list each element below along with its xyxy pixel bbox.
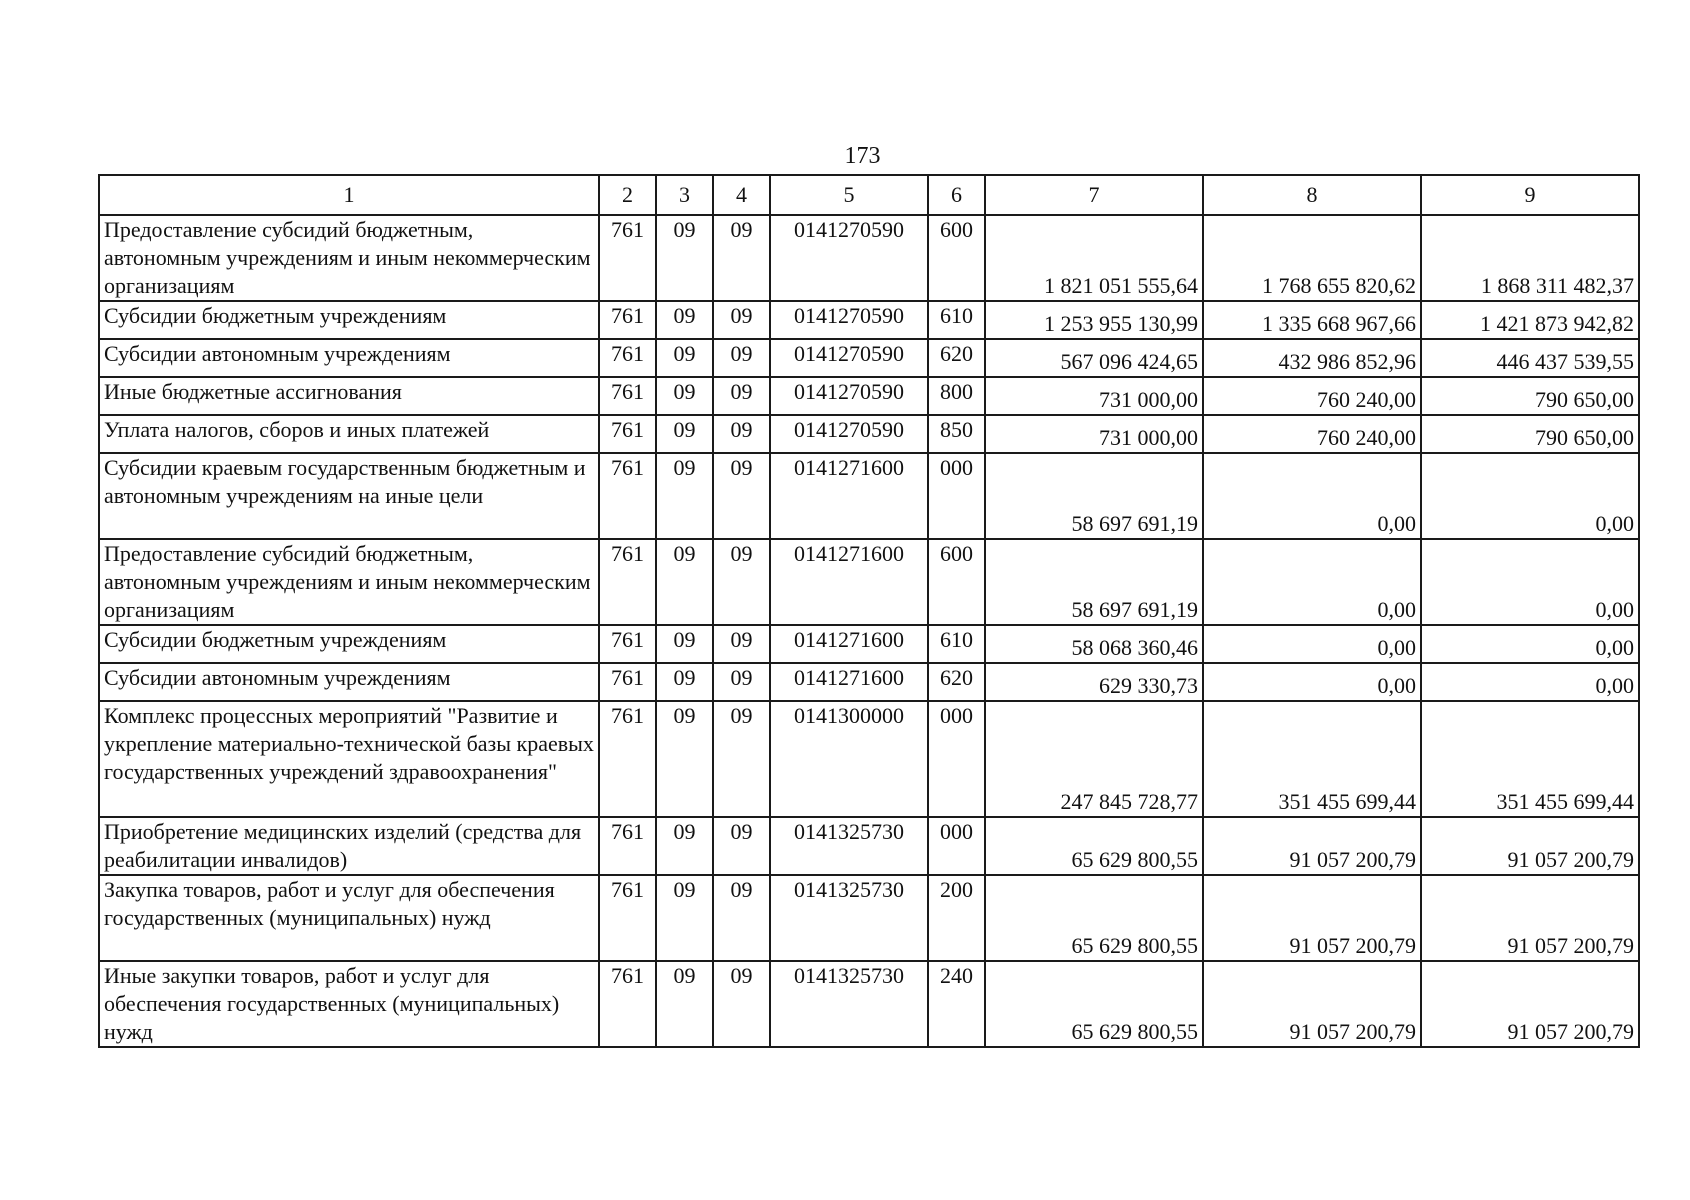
section-code: 09 [656, 377, 713, 415]
expense-type-code: 850 [928, 415, 985, 453]
amount-col8: 91 057 200,79 [1203, 961, 1421, 1047]
amount-col7: 58 697 691,19 [985, 539, 1203, 625]
target-article-code: 0141270590 [770, 377, 928, 415]
section-code: 09 [656, 817, 713, 875]
expense-type-code: 610 [928, 625, 985, 663]
column-header: 8 [1203, 175, 1421, 215]
amount-col8: 351 455 699,44 [1203, 701, 1421, 817]
row-name: Предоставление субсидий бюджетным, автономным учреждениям и иным некоммерческим организациям [99, 539, 599, 625]
column-header: 4 [713, 175, 770, 215]
section-code: 09 [656, 215, 713, 301]
subsection-code: 09 [713, 453, 770, 539]
amount-col7: 58 697 691,19 [985, 453, 1203, 539]
subsection-code: 09 [713, 663, 770, 701]
target-article-code: 0141270590 [770, 415, 928, 453]
table-row [99, 415, 1639, 453]
table-row [99, 961, 1639, 1047]
ministry-code: 761 [599, 301, 656, 339]
column-header: 5 [770, 175, 928, 215]
amount-col8: 0,00 [1203, 625, 1421, 663]
target-article-code: 0141325730 [770, 817, 928, 875]
table-row [99, 701, 1639, 817]
row-name: Приобретение медицинских изделий (средства для реабилитации инвалидов) [99, 817, 599, 875]
amount-col9: 1 421 873 942,82 [1421, 301, 1639, 339]
target-article-code: 0141270590 [770, 339, 928, 377]
amount-col7: 65 629 800,55 [985, 817, 1203, 875]
amount-col9: 1 868 311 482,37 [1421, 215, 1639, 301]
column-header: 6 [928, 175, 985, 215]
target-article-code: 0141271600 [770, 453, 928, 539]
section-code: 09 [656, 701, 713, 817]
expense-type-code: 600 [928, 215, 985, 301]
subsection-code: 09 [713, 301, 770, 339]
budget-table [98, 174, 1640, 1048]
row-name: Уплата налогов, сборов и иных платежей [99, 415, 599, 453]
ministry-code: 761 [599, 453, 656, 539]
amount-col8: 1 335 668 967,66 [1203, 301, 1421, 339]
amount-col9: 91 057 200,79 [1421, 875, 1639, 961]
amount-col7: 731 000,00 [985, 377, 1203, 415]
section-code: 09 [656, 663, 713, 701]
amount-col8: 91 057 200,79 [1203, 875, 1421, 961]
amount-col7: 247 845 728,77 [985, 701, 1203, 817]
table-row [99, 663, 1639, 701]
section-code: 09 [656, 453, 713, 539]
amount-col7: 65 629 800,55 [985, 875, 1203, 961]
subsection-code: 09 [713, 817, 770, 875]
table-row [99, 625, 1639, 663]
expense-type-code: 000 [928, 817, 985, 875]
row-name: Иные бюджетные ассигнования [99, 377, 599, 415]
amount-col7: 1 253 955 130,99 [985, 301, 1203, 339]
table-row [99, 817, 1639, 875]
row-name: Закупка товаров, работ и услуг для обеспечения государственных (муниципальных) нужд [99, 875, 599, 961]
amount-col8: 0,00 [1203, 453, 1421, 539]
amount-col8: 0,00 [1203, 539, 1421, 625]
target-article-code: 0141325730 [770, 875, 928, 961]
table-row [99, 215, 1639, 301]
expense-type-code: 000 [928, 453, 985, 539]
section-code: 09 [656, 625, 713, 663]
target-article-code: 0141271600 [770, 625, 928, 663]
expense-type-code: 620 [928, 663, 985, 701]
page-number: 173 [844, 143, 881, 169]
amount-col8: 0,00 [1203, 663, 1421, 701]
row-name: Комплекс процессных мероприятий "Развитие и укрепление материально-технической базы краевых государственных учреждений здравоохранения" [99, 701, 599, 817]
target-article-code: 0141271600 [770, 663, 928, 701]
column-header: 9 [1421, 175, 1639, 215]
amount-col7: 65 629 800,55 [985, 961, 1203, 1047]
section-code: 09 [656, 301, 713, 339]
subsection-code: 09 [713, 625, 770, 663]
ministry-code: 761 [599, 539, 656, 625]
row-name: Иные закупки товаров, работ и услуг для обеспечения государственных (муниципальных) нужд [99, 961, 599, 1047]
target-article-code: 0141325730 [770, 961, 928, 1047]
column-header: 3 [656, 175, 713, 215]
header-row [99, 175, 1639, 215]
row-name: Предоставление субсидий бюджетным, автономным учреждениям и иным некоммерческим организациям [99, 215, 599, 301]
table-row [99, 453, 1639, 539]
amount-col9: 446 437 539,55 [1421, 339, 1639, 377]
expense-type-code: 240 [928, 961, 985, 1047]
table-row [99, 301, 1639, 339]
subsection-code: 09 [713, 539, 770, 625]
ministry-code: 761 [599, 339, 656, 377]
table-row [99, 377, 1639, 415]
ministry-code: 761 [599, 377, 656, 415]
section-code: 09 [656, 539, 713, 625]
amount-col8: 91 057 200,79 [1203, 817, 1421, 875]
subsection-code: 09 [713, 961, 770, 1047]
amount-col9: 0,00 [1421, 453, 1639, 539]
section-code: 09 [656, 961, 713, 1047]
ministry-code: 761 [599, 875, 656, 961]
subsection-code: 09 [713, 215, 770, 301]
column-header: 7 [985, 175, 1203, 215]
subsection-code: 09 [713, 339, 770, 377]
row-name: Субсидии бюджетным учреждениям [99, 625, 599, 663]
amount-col9: 790 650,00 [1421, 377, 1639, 415]
expense-type-code: 800 [928, 377, 985, 415]
row-name: Субсидии автономным учреждениям [99, 663, 599, 701]
target-article-code: 0141300000 [770, 701, 928, 817]
expense-type-code: 610 [928, 301, 985, 339]
amount-col8: 432 986 852,96 [1203, 339, 1421, 377]
ministry-code: 761 [599, 415, 656, 453]
ministry-code: 761 [599, 701, 656, 817]
target-article-code: 0141270590 [770, 301, 928, 339]
amount-col8: 760 240,00 [1203, 377, 1421, 415]
table-row [99, 539, 1639, 625]
ministry-code: 761 [599, 625, 656, 663]
section-code: 09 [656, 339, 713, 377]
amount-col9: 0,00 [1421, 539, 1639, 625]
row-name: Субсидии бюджетным учреждениям [99, 301, 599, 339]
amount-col9: 351 455 699,44 [1421, 701, 1639, 817]
row-name: Субсидии краевым государственным бюджетным и автономным учреждениям на иные цели [99, 453, 599, 539]
amount-col8: 1 768 655 820,62 [1203, 215, 1421, 301]
ministry-code: 761 [599, 215, 656, 301]
amount-col9: 0,00 [1421, 625, 1639, 663]
amount-col7: 567 096 424,65 [985, 339, 1203, 377]
table-row [99, 875, 1639, 961]
amount-col9: 0,00 [1421, 663, 1639, 701]
amount-col7: 629 330,73 [985, 663, 1203, 701]
amount-col9: 91 057 200,79 [1421, 961, 1639, 1047]
subsection-code: 09 [713, 415, 770, 453]
section-code: 09 [656, 875, 713, 961]
target-article-code: 0141271600 [770, 539, 928, 625]
ministry-code: 761 [599, 961, 656, 1047]
expense-type-code: 620 [928, 339, 985, 377]
amount-col9: 790 650,00 [1421, 415, 1639, 453]
subsection-code: 09 [713, 875, 770, 961]
subsection-code: 09 [713, 377, 770, 415]
amount-col9: 91 057 200,79 [1421, 817, 1639, 875]
amount-col7: 1 821 051 555,64 [985, 215, 1203, 301]
amount-col7: 731 000,00 [985, 415, 1203, 453]
expense-type-code: 600 [928, 539, 985, 625]
section-code: 09 [656, 415, 713, 453]
column-header: 2 [599, 175, 656, 215]
amount-col7: 58 068 360,46 [985, 625, 1203, 663]
target-article-code: 0141270590 [770, 215, 928, 301]
column-header: 1 [99, 175, 599, 215]
table-row [99, 339, 1639, 377]
amount-col8: 760 240,00 [1203, 415, 1421, 453]
subsection-code: 09 [713, 701, 770, 817]
expense-type-code: 000 [928, 701, 985, 817]
expense-type-code: 200 [928, 875, 985, 961]
ministry-code: 761 [599, 817, 656, 875]
ministry-code: 761 [599, 663, 656, 701]
row-name: Субсидии автономным учреждениям [99, 339, 599, 377]
